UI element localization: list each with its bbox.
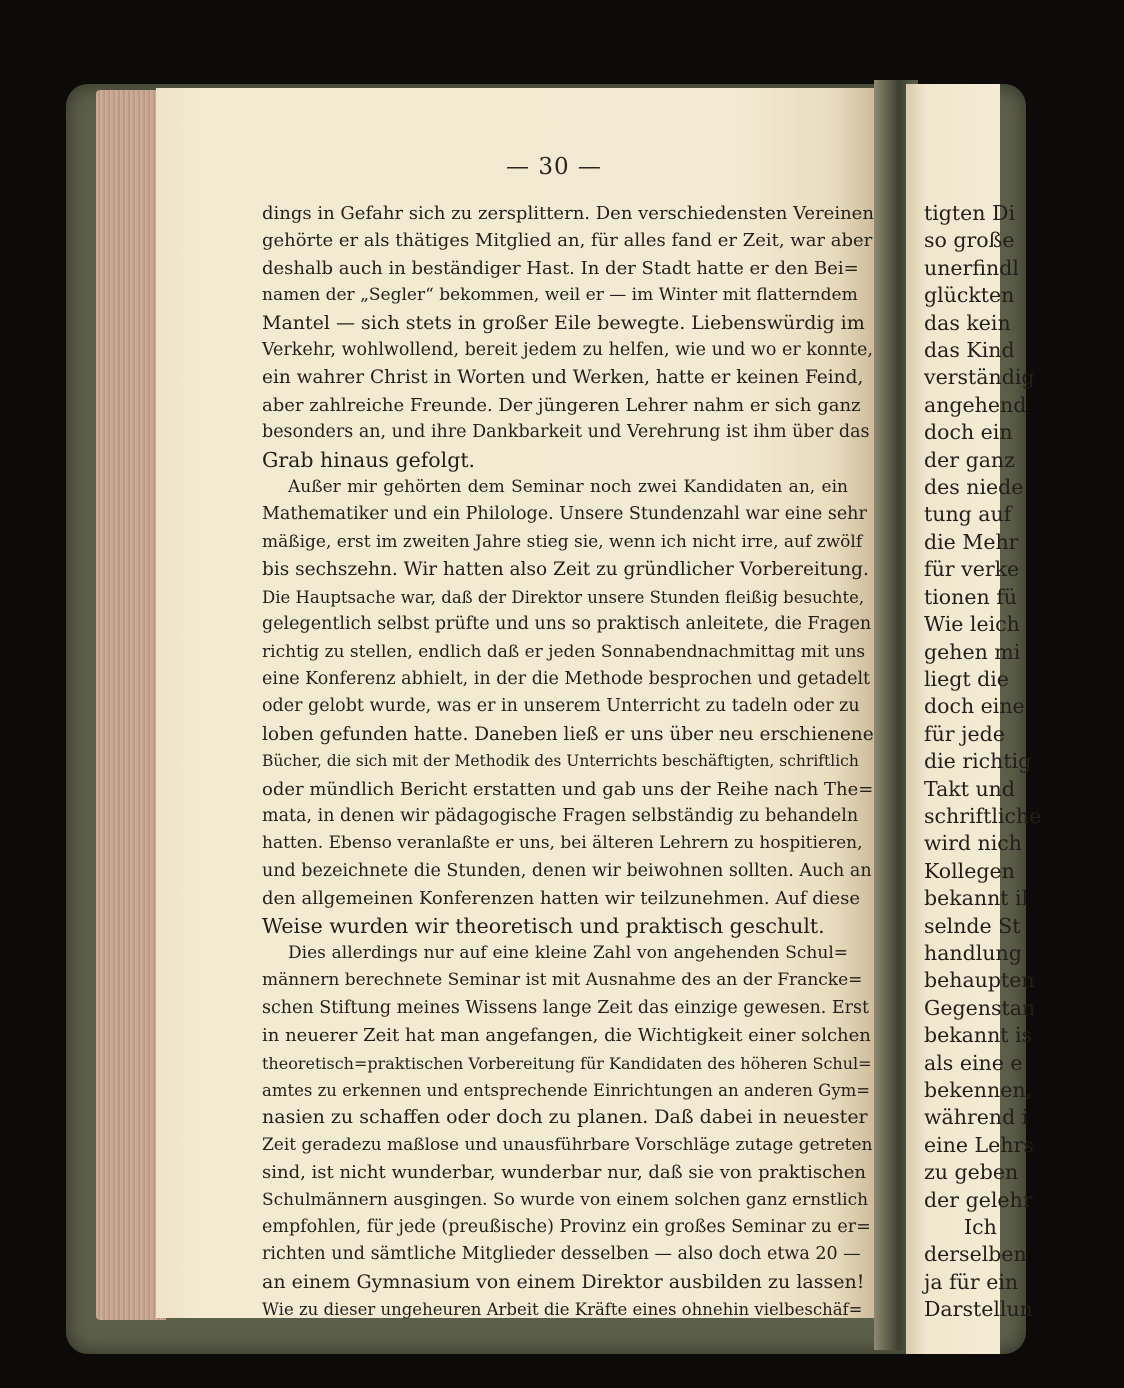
text-line: männern berechnete Seminar ist mit Ausnahme des an der Francke= xyxy=(262,970,863,991)
text-line: oder gelobt wurde, was er in unserem Unterricht zu tadeln oder zu xyxy=(262,696,860,717)
text-line: der ganz xyxy=(924,447,1015,472)
text-line: Mantel — sich stets in großer Eile bewegte. Liebenswürdig im xyxy=(262,311,865,334)
text-line: Wie zu dieser ungeheuren Arbeit die Kräfte eines ohnehin vielbeschäf= xyxy=(262,1300,863,1320)
text-line: gehörte er als thätiges Mitglied an, für alles fand er Zeit, war aber xyxy=(262,230,873,252)
text-line: Mathematiker und ein Philologe. Unsere Stundenzahl war eine sehr xyxy=(262,504,867,525)
text-line: theoretisch=praktischen Vorbereitung für Kandidaten des höheren Schul= xyxy=(262,1053,872,1073)
text-line: wird nich xyxy=(924,831,1022,856)
text-line: amtes zu erkennen und entsprechende Einrichtungen an anderen Gym= xyxy=(262,1081,871,1100)
text-line: dings in Gefahr sich zu zersplittern. Den verschiedensten Vereinen xyxy=(262,203,874,224)
right-page xyxy=(906,84,1042,1354)
text-line: bekennen, xyxy=(924,1078,1033,1102)
text-line: selnde St xyxy=(924,913,1021,938)
text-line: bis sechszehn. Wir hatten also Zeit zu gründlicher Vorbereitung. xyxy=(262,559,869,581)
text-line: oder mündlich Bericht erstatten und gab uns der Reihe nach The= xyxy=(262,778,874,800)
text-line: der gelehr xyxy=(924,1187,1033,1212)
text-line: während i xyxy=(924,1105,1029,1130)
text-line: so große xyxy=(924,228,1015,253)
text-line: sind, ist nicht wunderbar, wunderbar nur, daß sie von praktischen xyxy=(262,1162,866,1184)
text-line: liegt die xyxy=(924,666,1009,691)
text-line: in neuerer Zeit hat man angefangen, die Wichtigkeit einer solchen xyxy=(262,1025,871,1047)
text-line: gehen mi xyxy=(924,639,1021,664)
text-line: richtig zu stellen, endlich daß er jeden Sonnabendnachmittag mit uns xyxy=(262,641,866,662)
text-line: das kein xyxy=(924,310,1011,335)
text-line: empfohlen, für jede (preußische) Provinz ein großes Seminar zu er= xyxy=(262,1217,871,1238)
text-line: aber zahlreiche Freunde. Der jüngeren Lehrer nahm er sich ganz xyxy=(262,394,861,416)
text-line: an einem Gymnasium von einem Direktor ausbilden zu lassen! xyxy=(262,1270,865,1293)
text-line: behaupten xyxy=(924,968,1035,993)
text-line: verständig xyxy=(924,365,1035,390)
text-line: und bezeichnete die Stunden, denen wir beiwohnen sollten. Auch an xyxy=(262,860,872,881)
text-line: ja für ein xyxy=(924,1269,1019,1294)
text-line: mäßige, erst im zweiten Jahre stieg sie, wenn ich nicht irre, auf zwölf xyxy=(262,531,863,552)
text-line: das Kind xyxy=(924,338,1015,363)
left-page-text xyxy=(262,200,874,1324)
text-line: unerfindl xyxy=(924,255,1019,280)
text-line: richten und sämtliche Mitglieder desselben — also doch etwa 20 — xyxy=(262,1244,861,1265)
text-line: Dies allerdings nur auf eine kleine Zahl von angehenden Schul= xyxy=(288,942,848,963)
text-line: für jede xyxy=(924,721,1005,746)
text-line: handlung xyxy=(924,940,1022,965)
text-line: Kollegen xyxy=(924,858,1015,883)
text-line: den allgemeinen Konferenzen hatten wir teilzunehmen. Auf diese xyxy=(262,888,861,910)
text-line: die richtig xyxy=(924,749,1032,774)
text-line: Zeit geradezu maßlose und unausführbare Vorschläge zutage getreten xyxy=(262,1134,873,1155)
text-line: Gegenstan xyxy=(924,995,1036,1020)
text-line: ein wahrer Christ in Worten und Werken, hatte er keinen Feind, xyxy=(262,367,864,389)
text-line: deshalb auch in beständiger Hast. In der Stadt hatte er den Bei= xyxy=(262,257,859,279)
text-line: Wie leich xyxy=(924,612,1020,637)
text-line: Takt und xyxy=(924,776,1016,801)
text-line: Bücher, die sich mit der Methodik des Unterrichts beschäftigten, schriftlich xyxy=(262,752,859,771)
text-line: Die Hauptsache war, daß der Direktor unsere Stunden fleißig besuchte, xyxy=(262,587,865,607)
text-line: bekannt il xyxy=(924,886,1029,911)
text-line: mata, in denen wir pädagogische Fragen selbständig zu behandeln xyxy=(262,805,859,826)
text-line: die Mehr xyxy=(924,529,1019,554)
text-line: des niede xyxy=(924,475,1024,500)
text-line: Schulmännern ausgingen. So wurde von einem solchen ganz ernstlich xyxy=(262,1189,869,1210)
text-line: Ich xyxy=(964,1215,997,1240)
text-line: tigten Di xyxy=(924,201,1015,225)
text-line: als eine e xyxy=(924,1050,1023,1075)
text-line: tung auf xyxy=(924,502,1012,527)
text-line: zu geben xyxy=(924,1160,1019,1185)
text-line: loben gefunden hatte. Daneben ließ er uns über neu erschienene xyxy=(262,723,874,745)
text-line: eine Lehrs xyxy=(924,1132,1034,1157)
text-line: für verke xyxy=(924,557,1020,582)
text-line: Darstellun xyxy=(924,1297,1033,1322)
text-line: nasien zu schaffen oder doch zu planen. Daß dabei in neuester xyxy=(262,1106,868,1129)
text-line: schen Stiftung meines Wissens lange Zeit das einzige gewesen. Erst xyxy=(262,997,870,1018)
text-line: gelegentlich selbst prüfte und uns so praktisch anleitete, die Fragen xyxy=(262,614,872,635)
text-line: Verkehr, wohlwollend, bereit jedem zu helfen, wie und wo er konnte, xyxy=(262,340,873,361)
text-line: besonders an, und ihre Dankbarkeit und Verehrung ist ihm über das xyxy=(262,422,870,443)
page-number: — 30 — xyxy=(506,154,602,180)
right-page-text xyxy=(924,200,1124,1324)
text-line: eine Konferenz abhielt, in der die Methode besprochen und getadelt xyxy=(262,668,871,689)
text-line: doch eine xyxy=(924,694,1025,719)
text-line: schriftliche xyxy=(924,803,1042,828)
text-line: Grab hinaus gefolgt. xyxy=(262,447,476,472)
text-line: bekannt is xyxy=(924,1023,1033,1048)
text-line: doch ein xyxy=(924,420,1013,445)
text-line: Außer mir gehörten dem Seminar noch zwei Kandidaten an, ein xyxy=(288,477,848,498)
text-line: hatten. Ebenso veranlaßte er uns, bei älteren Lehrern zu hospitieren, xyxy=(262,833,863,854)
text-line: derselben xyxy=(924,1242,1027,1267)
text-line: namen der „Segler“ bekommen, weil er — im Winter mit flatterndem xyxy=(262,285,858,306)
text-line: angehend xyxy=(924,392,1027,417)
text-line: tionen fü xyxy=(924,584,1017,609)
text-line: glückten xyxy=(924,283,1015,308)
text-line: Weise wurden wir theoretisch und praktisch geschult. xyxy=(262,913,825,938)
